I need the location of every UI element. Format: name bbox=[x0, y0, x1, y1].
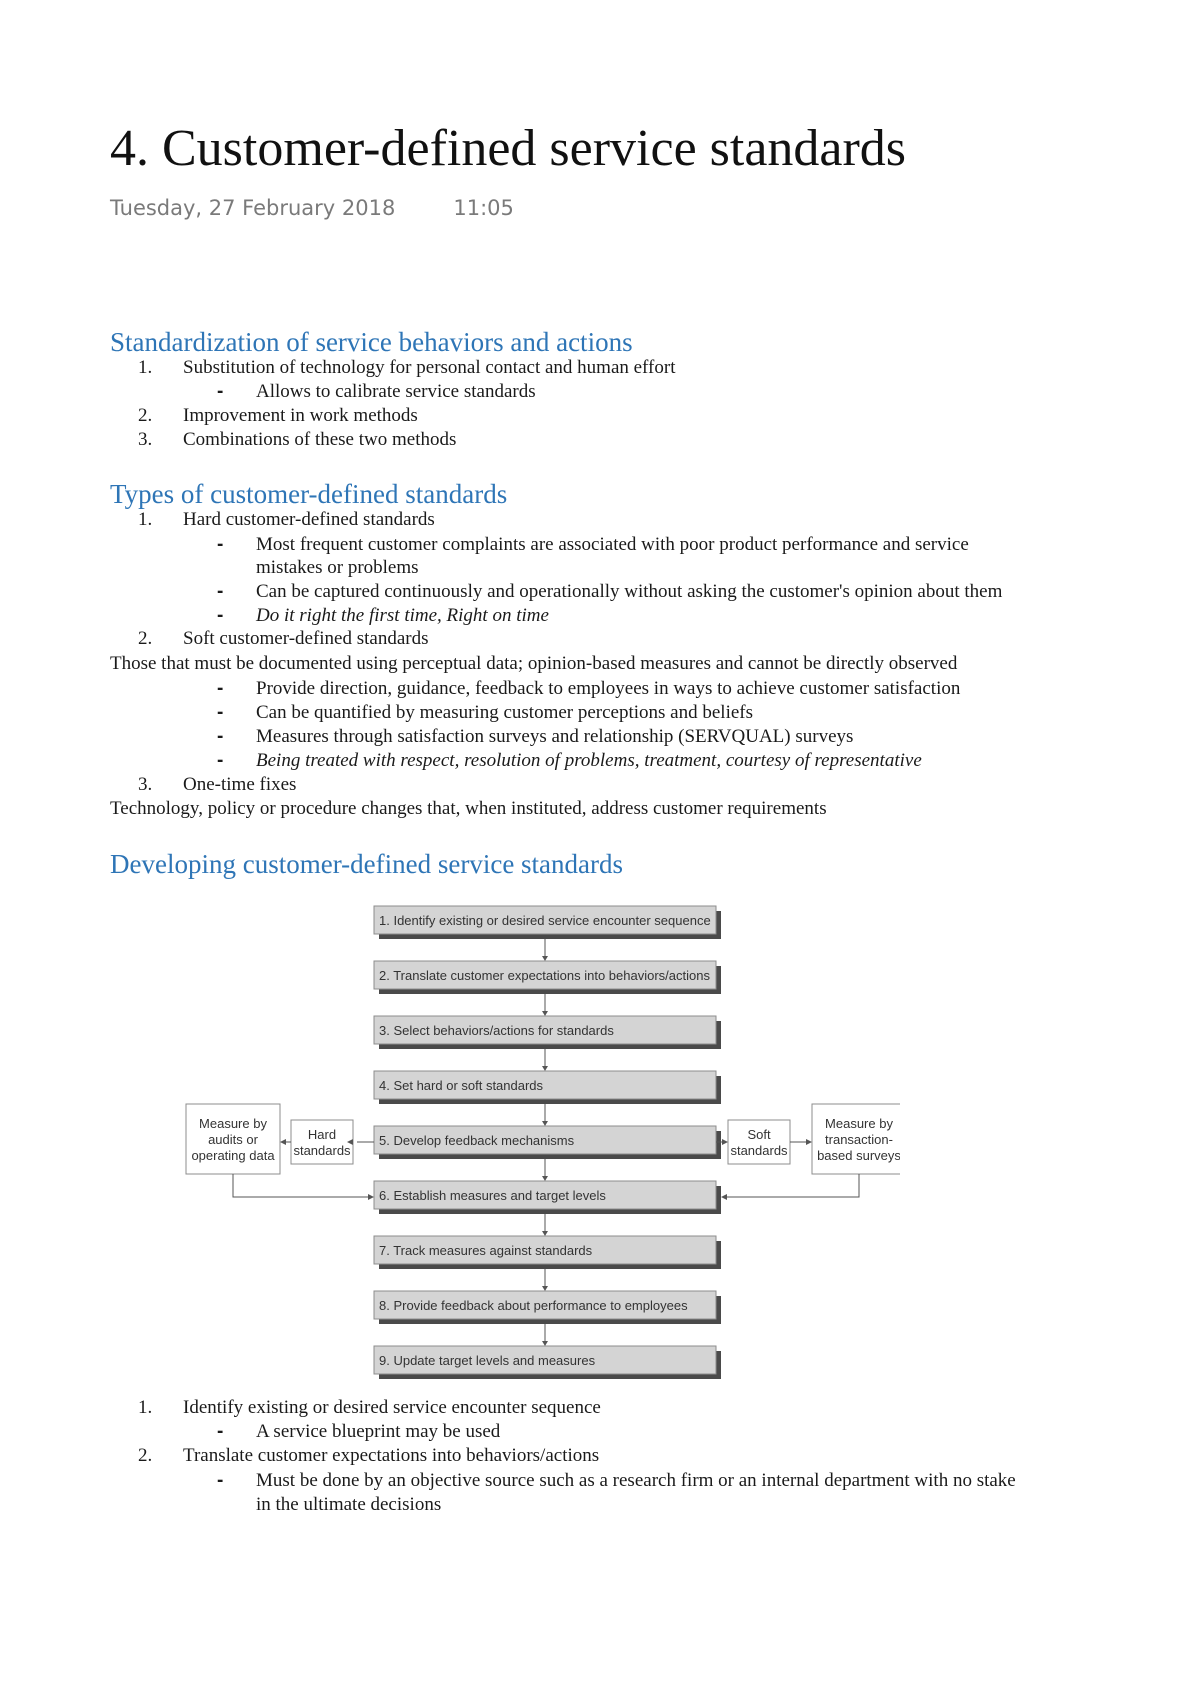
flow-step-label: 9. Update target levels and measures bbox=[379, 1353, 596, 1368]
bullet-text: Measures through satisfaction surveys and relationship (SERVQUAL) surveys bbox=[256, 726, 854, 747]
flow-step-label: 6. Establish measures and target levels bbox=[379, 1188, 606, 1203]
section-heading-developing: Developing customer-defined service standards bbox=[110, 849, 624, 879]
bullet-text: Can be captured continuously and operationally without asking the customer's opinion about them bbox=[256, 581, 1003, 602]
bullet-text: Most frequent customer complaints are associated with poor product performance and service bbox=[256, 534, 969, 555]
list-number: 3. bbox=[138, 429, 153, 450]
flow-arrowhead bbox=[542, 1066, 548, 1071]
page-time: 11:05 bbox=[453, 196, 514, 220]
bullet-dash: - bbox=[217, 750, 224, 771]
bullet-dash: - bbox=[217, 678, 224, 699]
flow-arrowhead bbox=[542, 1176, 548, 1181]
bullet-dash: - bbox=[217, 581, 224, 602]
list-item-text: Substitution of technology for personal contact and human effort bbox=[183, 357, 676, 378]
bullet-dash: - bbox=[217, 381, 224, 402]
list-number: 1. bbox=[138, 509, 153, 530]
list-item-text: Hard customer-defined standards bbox=[183, 509, 435, 530]
bullet-dash: - bbox=[217, 702, 224, 723]
hard-standards-label: Hard bbox=[307, 1127, 337, 1142]
bullet-dash: - bbox=[217, 534, 224, 555]
page-meta bbox=[110, 196, 514, 220]
bullet-dash: - bbox=[217, 726, 224, 747]
flow-arrowhead bbox=[368, 1194, 374, 1200]
audit-measure-label: Measure by bbox=[199, 1116, 267, 1131]
bullet-text: Provide direction, guidance, feedback to employees in ways to achieve customer satisfaction bbox=[256, 678, 961, 699]
bullet-text: A service blueprint may be used bbox=[256, 1421, 501, 1442]
flow-step-label: 2. Translate customer expectations into behaviors/actions bbox=[379, 968, 710, 983]
flow-return-line bbox=[727, 1174, 859, 1197]
hard-standards-label: standards bbox=[293, 1143, 351, 1158]
flow-step-label: 4. Set hard or soft standards bbox=[379, 1078, 544, 1093]
list-number: 2. bbox=[138, 405, 153, 426]
flowchart-diagram bbox=[180, 896, 900, 1401]
flow-arrowhead bbox=[542, 1341, 548, 1346]
list-item-text: Combinations of these two methods bbox=[183, 429, 457, 450]
flow-step-label: 7. Track measures against standards bbox=[379, 1243, 593, 1258]
flow-arrowhead bbox=[721, 1194, 727, 1200]
list-number: 1. bbox=[138, 1397, 153, 1418]
flow-step-label: 8. Provide feedback about performance to employees bbox=[379, 1298, 688, 1313]
flow-arrowhead bbox=[542, 1011, 548, 1016]
bullet-text-continued: mistakes or problems bbox=[256, 557, 419, 578]
survey-measure-label: based surveys bbox=[817, 1148, 900, 1163]
list-number: 2. bbox=[138, 628, 153, 649]
bullet-text: Being treated with respect, resolution of problems, treatment, courtesy of representative bbox=[256, 750, 922, 771]
flow-arrowhead bbox=[542, 1231, 548, 1236]
bullet-text: Must be done by an objective source such as a research firm or an internal department with no stake bbox=[256, 1470, 1016, 1491]
flow-arrowhead bbox=[542, 1121, 548, 1126]
bullet-dash: - bbox=[217, 605, 224, 626]
section-heading-standardization: Standardization of service behaviors and actions bbox=[110, 327, 633, 357]
flow-step-label: 1. Identify existing or desired service encounter sequence bbox=[379, 913, 711, 928]
flow-arrowhead bbox=[542, 956, 548, 961]
flow-arrowhead bbox=[542, 1286, 548, 1291]
paragraph: Those that must be documented using perceptual data; opinion-based measures and cannot be directly observed bbox=[110, 653, 958, 674]
list-item-text: Soft customer-defined standards bbox=[183, 628, 429, 649]
list-number: 2. bbox=[138, 1445, 153, 1466]
soft-standards-label: standards bbox=[730, 1143, 788, 1158]
flow-arrowhead bbox=[806, 1139, 812, 1145]
list-number: 1. bbox=[138, 357, 153, 378]
bullet-text: Do it right the first time, Right on time bbox=[256, 605, 549, 626]
audit-measure-label: operating data bbox=[191, 1148, 275, 1163]
survey-measure-label: Measure by bbox=[825, 1116, 893, 1131]
bullet-text: Can be quantified by measuring customer perceptions and beliefs bbox=[256, 702, 754, 723]
page-date: Tuesday, 27 February 2018 bbox=[110, 196, 396, 220]
section-heading-types: Types of customer-defined standards bbox=[110, 479, 508, 509]
flow-arrowhead bbox=[722, 1139, 728, 1145]
survey-measure-label: transaction- bbox=[825, 1132, 893, 1147]
bullet-text: Allows to calibrate service standards bbox=[256, 381, 536, 402]
flow-step-label: 3. Select behaviors/actions for standards bbox=[379, 1023, 614, 1038]
list-number: 3. bbox=[138, 774, 153, 795]
list-item-text: Translate customer expectations into behaviors/actions bbox=[183, 1445, 600, 1466]
list-item-text: Improvement in work methods bbox=[183, 405, 418, 426]
flow-return-line bbox=[233, 1174, 368, 1197]
soft-standards-label: Soft bbox=[747, 1127, 771, 1142]
flow-arrowhead bbox=[280, 1139, 286, 1145]
bullet-text-continued: in the ultimate decisions bbox=[256, 1494, 442, 1515]
list-item-text: One-time fixes bbox=[183, 774, 297, 795]
bullet-dash: - bbox=[217, 1470, 224, 1491]
flow-step-label: 5. Develop feedback mechanisms bbox=[379, 1133, 575, 1148]
bullet-dash: - bbox=[217, 1421, 224, 1442]
list-item-text: Identify existing or desired service encounter sequence bbox=[183, 1397, 601, 1418]
page-title: 4. Customer-defined service standards bbox=[110, 120, 907, 177]
paragraph: Technology, policy or procedure changes that, when instituted, address customer requirements bbox=[110, 798, 827, 819]
flowchart-svg bbox=[180, 896, 900, 1396]
audit-measure-label: audits or bbox=[208, 1132, 258, 1147]
